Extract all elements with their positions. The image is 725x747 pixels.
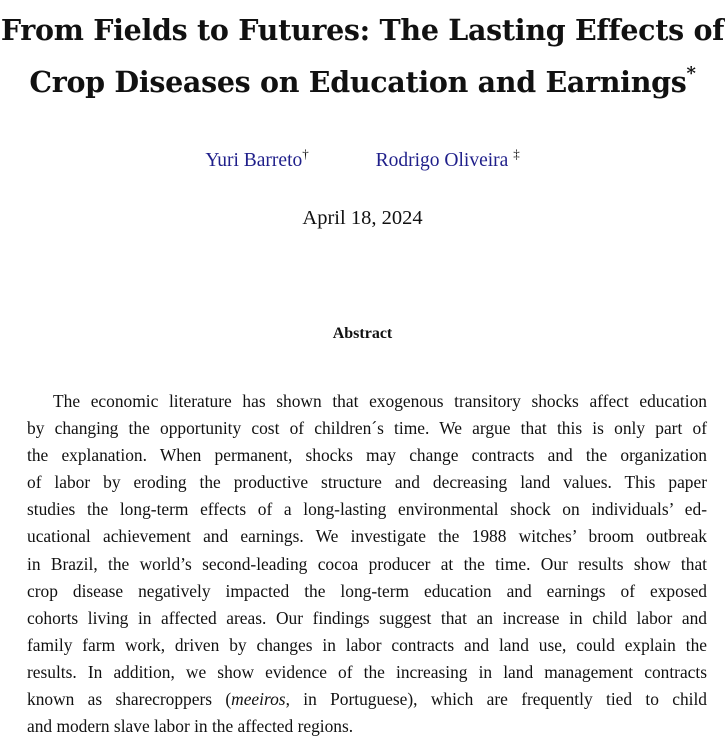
abstract-line: studies the long-term effects of a long-lasting environmental shock on individuals’ ed-: [27, 499, 707, 520]
author-1[interactable]: [205, 146, 309, 171]
title-footnote-mark: *: [686, 63, 696, 84]
paper-title: [0, 4, 725, 108]
abstract-line: in Brazil, the world’s second-leading cocoa producer at the time. Our results show that: [27, 553, 707, 574]
abstract-line: cohorts living in affected areas. Our findings suggest that an increase in child labor and: [27, 607, 707, 628]
author-2-footnote-mark: ‡: [513, 146, 520, 161]
abstract-line: by changing the opportunity cost of children´s time. We argue that this is only part of: [27, 418, 707, 439]
abstract-line: of labor by eroding the productive structure and decreasing land values. This paper: [27, 472, 707, 493]
paper-date: April 18, 2024: [302, 207, 423, 229]
abstract-line: ucational achievement and earnings. We investigate the 1988 witches’ broom outbreak: [27, 526, 707, 547]
abstract-line: family farm work, driven by changes in labor contracts and land use, could explain the: [27, 634, 707, 655]
abstract-line: The economic literature has shown that exogenous transitory shocks affect education: [53, 391, 707, 411]
abstract-italic-term: meeiros: [231, 689, 286, 710]
author-1-name[interactable]: Yuri Barreto: [205, 150, 303, 171]
abstract-body: [27, 388, 707, 740]
abstract-line-italic: [27, 686, 707, 713]
abstract-text: known as sharecroppers (: [27, 689, 232, 710]
abstract-heading: Abstract: [332, 325, 393, 342]
title-line-1: From Fields to Futures: The Lasting Effects of: [0, 13, 725, 47]
author-2[interactable]: [375, 146, 520, 171]
abstract-line: results. In addition, we show evidence of the increasing in land management contracts: [27, 661, 707, 682]
abstract-line: crop disease negatively impacted the long-term education and earnings of exposed: [27, 580, 707, 601]
abstract-line: and modern slave labor in the affected regions.: [27, 716, 354, 737]
author-list: [0, 146, 725, 172]
abstract-text: , in Portuguese), which are frequently tied to child: [285, 689, 707, 710]
title-line-2-text: Crop Diseases on Education and Earnings: [29, 65, 687, 99]
author-2-name[interactable]: Rodrigo Oliveira: [375, 150, 509, 171]
abstract-line: the explanation. When permanent, shocks may change contracts and the organization: [27, 445, 707, 466]
title-line-2: [0, 56, 725, 108]
author-1-footnote-mark: †: [302, 146, 309, 161]
